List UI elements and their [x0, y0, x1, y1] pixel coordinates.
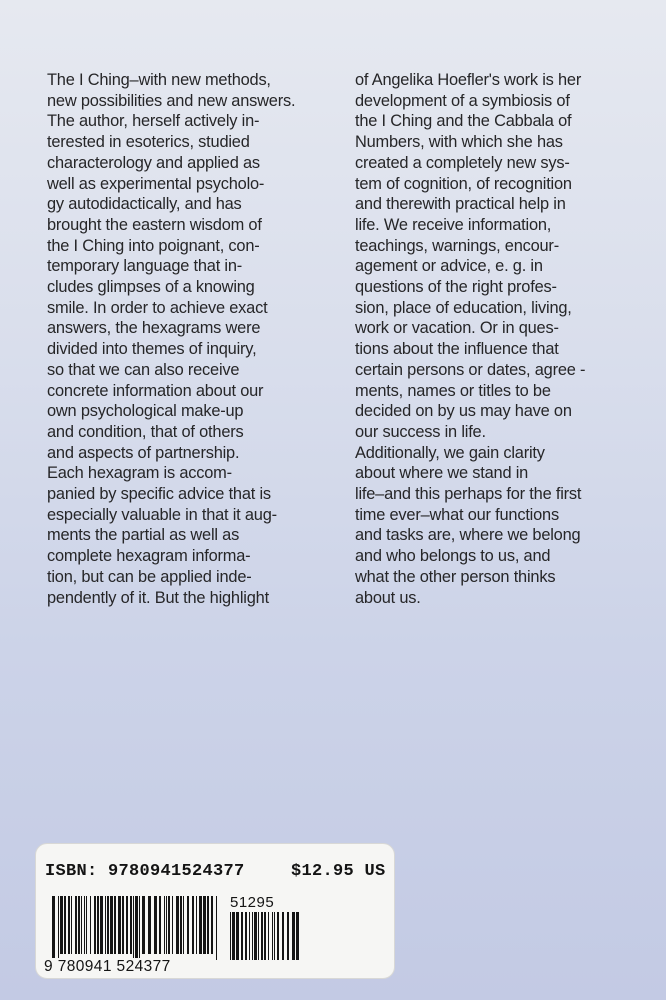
barcode-bar [176, 896, 179, 954]
blurb-right-line: and therewith practical help in [355, 195, 566, 214]
barcode-bar [58, 896, 59, 960]
blurb-left-line: complete hexagram informa- [47, 547, 251, 566]
barcode-bar [139, 896, 140, 960]
barcode-bar [196, 896, 197, 954]
barcode-bar [164, 896, 165, 954]
blurb-left-line: well as experimental psycholo- [47, 174, 265, 193]
barcode-bar [130, 896, 132, 954]
barcode-bar [114, 896, 116, 954]
barcode-bar [166, 896, 167, 954]
barcode-bar [97, 896, 99, 954]
blurb-right-line: tem of cognition, of recognition [355, 174, 572, 193]
barcode-bar [274, 912, 275, 960]
barcode-bar [282, 912, 284, 960]
barcode-bar [86, 896, 87, 954]
barcode-bar [94, 896, 96, 954]
barcode-bar [105, 896, 106, 954]
barcode-bar [64, 896, 66, 954]
blurb-right-line: Numbers, with which she has [355, 133, 563, 152]
barcode-bar [287, 912, 289, 960]
barcode-bar [78, 896, 80, 954]
isbn-price-line [45, 862, 386, 881]
blurb-right-line: about us. [355, 588, 421, 607]
barcode-bar [68, 896, 70, 954]
barcode-bar [107, 896, 109, 954]
barcode-bar [272, 912, 273, 960]
blurb-right-line: agement or advice, e. g. in [355, 257, 543, 276]
isbn-text: ISBN: 9780941524377 [45, 862, 245, 881]
barcode-bar [122, 896, 124, 954]
blurb-right-line: decided on by us may have on [355, 402, 572, 421]
barcode-bar [133, 896, 134, 960]
blurb-left-line: answers, the hexagrams were [47, 319, 261, 338]
barcode-bar [268, 912, 269, 960]
barcode-bar [75, 896, 77, 954]
blurb-right-column [355, 70, 585, 608]
barcode-bar [292, 912, 295, 960]
blurb-left-line: divided into themes of inquiry, [47, 340, 257, 359]
barcode-bar [261, 912, 263, 960]
barcode-bar [187, 896, 189, 954]
blurb-right-line: time ever–what our functions [355, 505, 559, 524]
ean-digits: 9 780941 524377 [44, 958, 171, 975]
barcode-bar [71, 896, 72, 954]
barcode-bar [172, 896, 173, 954]
barcode-bar [241, 912, 243, 960]
blurb-left-column [47, 70, 295, 608]
blurb-left-line: tion, but can be applied inde- [47, 567, 252, 586]
barcode-bar [154, 896, 157, 954]
blurb-left-line: temporary language that in- [47, 257, 243, 276]
barcode-bar [254, 912, 257, 960]
blurb-left-line: panied by specific advice that is [47, 485, 271, 504]
barcode-bar [277, 912, 279, 960]
blurb-left-line: ments the partial as well as [47, 526, 240, 545]
blurb-right-line: about where we stand in [355, 464, 529, 483]
barcode-bar [118, 896, 121, 954]
blurb-left-line: cludes glimpses of a knowing [47, 278, 255, 297]
barcode-bar [199, 896, 202, 954]
barcode-bar [207, 896, 209, 954]
blurb-left-line: The author, herself actively in- [47, 112, 260, 131]
ean-barcode [52, 896, 220, 960]
blurb-left-line: The I Ching–with new methods, [47, 71, 271, 89]
blurb-right-line: certain persons or dates, agree - [355, 360, 586, 379]
blurb-right-line: work or vacation. Or in ques- [355, 319, 559, 338]
addon-code: 51295 [230, 894, 275, 911]
barcode-bar [81, 896, 82, 954]
blurb-left-line: especially valuable in that it aug- [47, 505, 277, 524]
barcode-bar [258, 912, 259, 960]
blurb-right-line: tions about the influence that [355, 340, 559, 359]
barcode-bar [203, 896, 206, 954]
blurb-right-line: life–and this perhaps for the first [355, 485, 582, 504]
barcode-bar [211, 896, 213, 954]
barcode-bar [110, 896, 113, 954]
blurb-left-line: Each hexagram is accom- [47, 464, 232, 483]
blurb-left-line: and aspects of partnership. [47, 443, 240, 462]
barcode-bar [60, 896, 63, 954]
blurb-right-line: life. We receive information, [355, 215, 552, 234]
blurb-left-line: new possibilities and new answers. [47, 91, 296, 110]
blurb-left-line: concrete information about our [47, 381, 264, 400]
blurb-right-line: Additionally, we gain clarity [355, 443, 545, 462]
blurb-right-line: sion, place of education, living, [355, 298, 572, 317]
blurb-right-line: the I Ching and the Cabbala of [355, 112, 572, 131]
blurb-right-line: questions of the right profes- [355, 278, 557, 297]
barcode-bar [183, 896, 184, 954]
barcode-bar [135, 896, 138, 960]
blurb-right-line: our success in life. [355, 422, 486, 441]
barcode-bar [245, 912, 247, 960]
price-text: $12.95 US [291, 862, 386, 881]
barcode-bar [84, 896, 85, 954]
addon-barcode [230, 912, 300, 960]
barcode-bar [216, 896, 217, 960]
blurb-right-line: what the other person thinks [355, 567, 556, 586]
blurb-right-line: created a completely new sys- [355, 153, 570, 172]
blurb-left-line: the I Ching into poignant, con- [47, 236, 260, 255]
blurb-left-line: and condition, that of others [47, 422, 244, 441]
blurb-right-line: of Angelika Hoefler's work is her [355, 71, 582, 89]
price-barcode-sticker [35, 843, 395, 979]
barcode-bar [159, 896, 161, 954]
barcode-bar [192, 896, 194, 954]
blurb-right-line: development of a symbiosis of [355, 91, 570, 110]
barcode-bar [52, 896, 55, 960]
blurb-right-line: ments, names or titles to be [355, 381, 551, 400]
barcode-bar [148, 896, 151, 954]
blurb-left-line: so that we can also receive [47, 360, 240, 379]
blurb-right-line: teachings, warnings, encour- [355, 236, 559, 255]
blurb-left-line: own psychological make-up [47, 402, 244, 421]
blurb-left-line: terested in esoterics, studied [47, 133, 250, 152]
barcode-bar [142, 896, 145, 954]
barcode-bar [168, 896, 170, 954]
barcode-bar [264, 912, 266, 960]
barcode-bar [90, 896, 91, 954]
barcode-bar [232, 912, 235, 960]
blurb-left-line: brought the eastern wisdom of [47, 215, 262, 234]
barcode-bar [252, 912, 253, 960]
barcode-bar [180, 896, 182, 954]
barcode-bar [230, 912, 231, 960]
barcode-bar [126, 896, 128, 954]
barcode-bar [296, 912, 299, 960]
blurb-left-line: characterology and applied as [47, 153, 260, 172]
barcode-bar [249, 912, 250, 960]
barcode-bar [236, 912, 239, 960]
blurb-left-line: gy autodidactically, and has [47, 195, 242, 214]
blurb-right-line: and who belongs to us, and [355, 547, 551, 566]
blurb-left-line: smile. In order to achieve exact [47, 298, 268, 317]
barcode-bar [100, 896, 103, 954]
blurb-left-line: pendently of it. But the highlight [47, 588, 269, 607]
blurb-right-line: and tasks are, where we belong [355, 526, 581, 545]
